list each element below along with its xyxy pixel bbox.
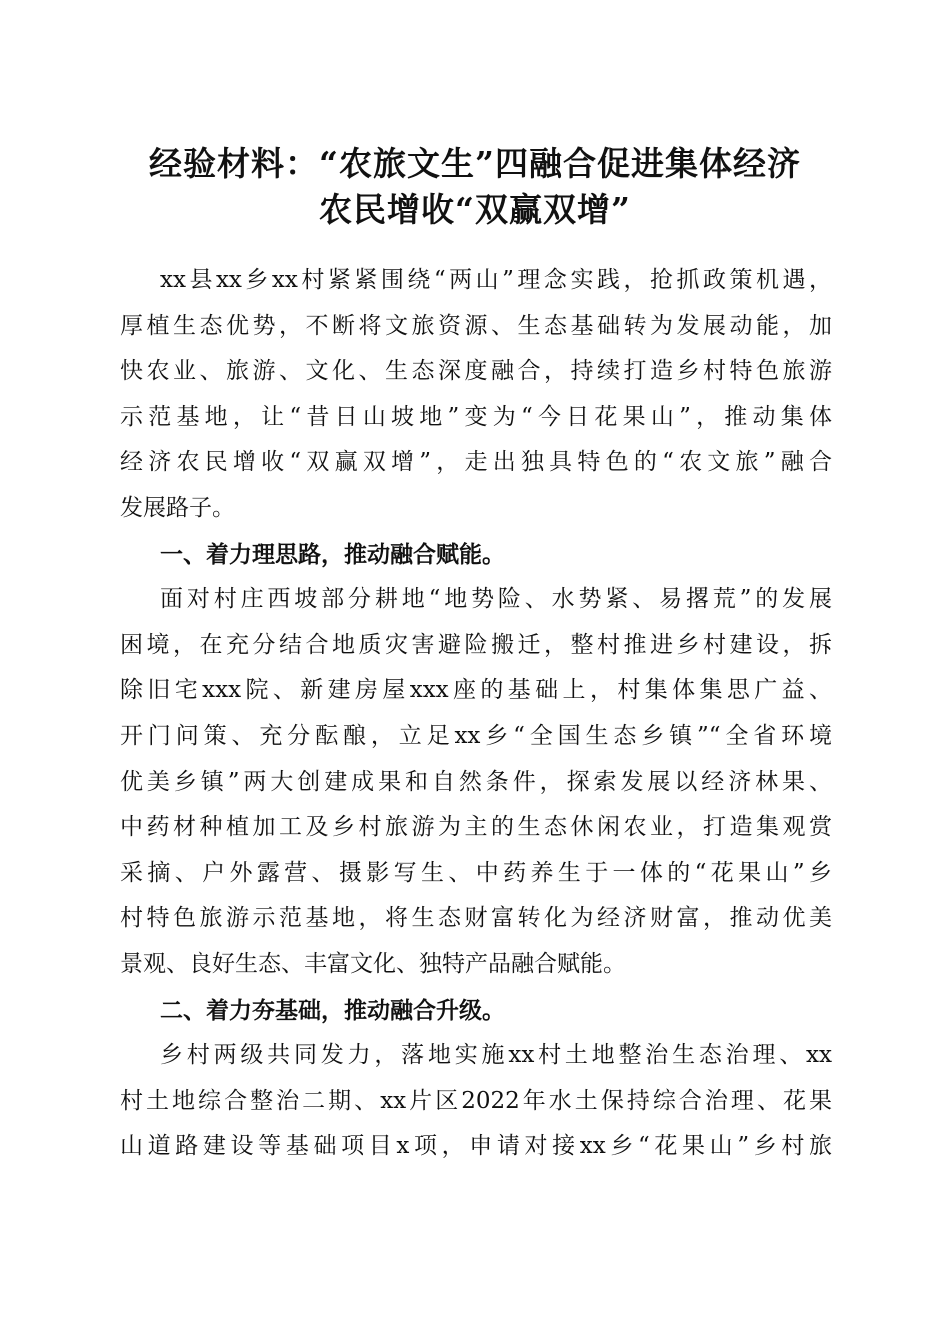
paragraph-line: 面对村庄西坡部分耕地“地势险、水势紧、易撂荒”的发展 bbox=[160, 586, 832, 613]
paragraph-line: 中药材种植加工及乡村旅游为主的生态休闲农业，打造集观赏 bbox=[120, 814, 832, 841]
paragraph-line: 村特色旅游示范基地，将生态财富转化为经济财富，推动优美 bbox=[120, 905, 832, 932]
section-heading: 二、着力夯基础，推动融合升级。 bbox=[160, 996, 505, 1024]
paragraph-line: 厚植生态优势，不断将文旅资源、生态基础转为发展动能，加 bbox=[120, 312, 832, 339]
paragraph-line: 发展路子。 bbox=[120, 494, 235, 521]
paragraph-line: 快农业、旅游、文化、生态深度融合，持续打造乡村特色旅游 bbox=[120, 358, 832, 385]
paragraph-line: 开门问策、充分酝酿，立足xx乡“全国生态乡镇”“全省环境 bbox=[120, 722, 832, 749]
paragraph-line: 困境，在充分结合地质灾害避险搬迁，整村推进乡村建设，拆 bbox=[120, 631, 832, 658]
document-title-line-2: 农民增收“双赢双增” bbox=[319, 190, 631, 229]
paragraph-line: 优美乡镇”两大创建成果和自然条件，探索发展以经济林果、 bbox=[120, 768, 832, 795]
section-heading: 一、着力理思路，推动融合赋能。 bbox=[160, 540, 505, 568]
paragraph-line: 经济农民增收“双赢双增”，走出独具特色的“农文旅”融合 bbox=[120, 449, 832, 476]
document-body bbox=[120, 258, 832, 1170]
paragraph-line: 村土地综合整治二期、xx片区2022年水土保持综合治理、花果 bbox=[120, 1087, 832, 1114]
paragraph-line: 采摘、户外露营、摄影写生、中药养生于一体的“花果山”乡 bbox=[120, 859, 832, 886]
paragraph-line: 除旧宅xxx院、新建房屋xxx座的基础上，村集体集思广益、 bbox=[120, 677, 832, 704]
paragraph-line: 山道路建设等基础项目x项，申请对接xx乡“花果山”乡村旅 bbox=[120, 1133, 832, 1160]
document-title-line-1: 经验材料：“农旅文生”四融合促进集体经济 bbox=[149, 144, 801, 183]
paragraph-line: xx县xx乡xx村紧紧围绕“两山”理念实践，抢抓政策机遇， bbox=[160, 267, 832, 293]
paragraph-line: 示范基地，让“昔日山坡地”变为“今日花果山”，推动集体 bbox=[120, 403, 832, 430]
paragraph-line: 景观、良好生态、丰富文化、独特产品融合赋能。 bbox=[120, 950, 626, 977]
paragraph-line: 乡村两级共同发力，落地实施xx村土地整治生态治理、xx bbox=[160, 1042, 832, 1069]
